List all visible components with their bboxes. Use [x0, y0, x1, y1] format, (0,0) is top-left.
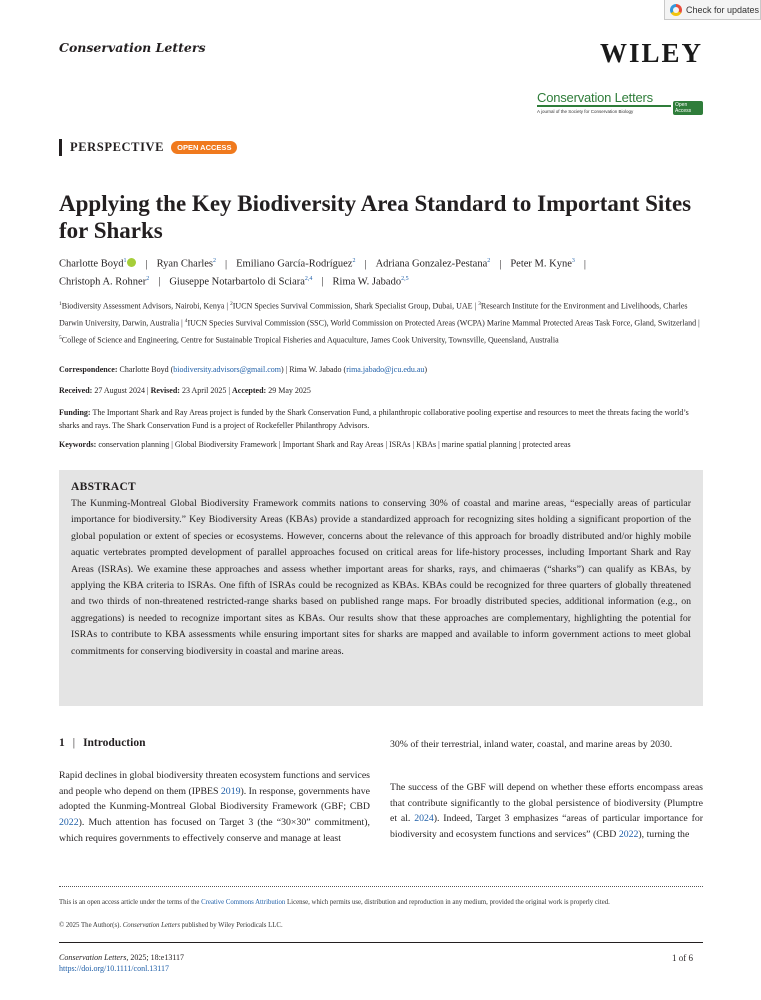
journal-logo-badge: Open Access [673, 101, 703, 115]
page-number: 1 of 6 [672, 953, 693, 963]
journal-logo-name: Conservation Letters [537, 90, 653, 105]
affil-sup: 1 [59, 301, 62, 307]
author-list [59, 254, 709, 289]
footer-citation [59, 953, 184, 962]
journal-logo-bar [537, 105, 671, 107]
check-for-updates-button[interactable] [664, 0, 761, 20]
funding-label: Funding: [59, 408, 91, 417]
author-separator: | [225, 258, 228, 270]
journal-logo-subtitle: A journal of the Society for Conservation Biology [537, 109, 634, 114]
author-separator: | [321, 276, 324, 287]
text-run: License, which permits use, distribution and reproduction in any medium, provided the original work is properly cited. [285, 899, 610, 906]
affil-sup: 3 [478, 301, 481, 307]
license-notice [59, 897, 709, 909]
abstract-box [59, 470, 703, 706]
author-affil-sup[interactable]: 2 [487, 258, 491, 264]
keyword: Global Biodiversity Framework [174, 440, 278, 449]
affiliation: Research Institute for the Environment and Livelihoods, Charles Darwin University, Darwin, Australia [59, 301, 688, 328]
check-updates-label: Check for updates [686, 4, 760, 15]
footer-volume: , 2025; 18:e13117 [126, 953, 185, 962]
section-separator: | [72, 737, 76, 749]
keyword: protected areas [522, 440, 571, 449]
text-run: ). In response, governments have adopted the Kunming-Montreal Global Biodiversity Framework (GBF; CBD [59, 785, 370, 813]
revised-date: 23 April 2025 [181, 386, 227, 395]
orcid-icon[interactable] [127, 258, 136, 267]
author-affil-sup[interactable]: 1 [123, 258, 127, 264]
affil-sup: 2 [230, 301, 233, 307]
correspondence-name: Charlotte Boyd [119, 365, 169, 374]
keyword: conservation planning [98, 440, 170, 449]
author-name[interactable]: Emiliano García-Rodríguez [236, 258, 353, 270]
article-type-rule [59, 139, 62, 156]
open-access-badge: OPEN ACCESS [171, 141, 237, 154]
author-name[interactable]: Rima W. Jabado [332, 276, 402, 287]
affiliation: College of Science and Engineering, Centre for Sustainable Tropical Fisheries and Aquaculture, James Cook University, Townsville, Queensland, Australia [61, 335, 559, 345]
license-link[interactable]: Creative Commons Attribution [201, 899, 286, 906]
text-run: ). Much attention has focused on Target 3 (the “30×30” commitment), which requires governments to effectively conserve and manage at least [59, 817, 370, 844]
publisher-logo: WILEY [600, 38, 704, 68]
author-separator: | [145, 258, 148, 270]
received-date: 27 August 2024 [94, 386, 145, 395]
text-run: ). Indeed, Target 3 emphasizes “areas of particular importance for biodiversity and ecosystem functions and services” (CBD [390, 813, 703, 841]
crossmark-icon [670, 4, 682, 16]
intro-paragraph-right [390, 780, 703, 843]
affil-sup: 5 [59, 335, 62, 342]
section-title: Introduction [83, 737, 146, 749]
affiliations: $^1$Biodiversity Assessment Advisors, Nairobi, Kenya | $^2$IUCN Species Survival Commission, Shark Specialist Group, Dubai, UAE | $^3$Research Institute for the Environment and Livelihoods, Charles Darwin University, Darwin, Australia | $^4$IUCN Species Survival Commission (SSC), World Commission on Protected Areas (WCPA) Marine Mammal Protected Areas Task Force, Gland, Switzerland | $^5$College of Science and Engineering, Centre for Sustainable Tropical Fisheries and Aquaculture, James Cook University, Townsville, Queensland, Australia [59, 301, 700, 345]
keyword: Important Shark and Ray Areas [282, 440, 384, 449]
author-affil-sup[interactable]: 2,4 [304, 275, 313, 282]
author-affil-sup[interactable]: 2 [352, 258, 356, 264]
author-name[interactable]: Giuseppe Notarbartolo di Sciara [169, 276, 305, 287]
funding-text: The Important Shark and Ray Areas project is funded by the Shark Conservation Fund, a philanthropic collaborative pooling expertise and resources to meet the threats facing the world’s sharks and rays. The Shark Conservation Fund is a project of Rockefeller Philanthropy Advisors. [59, 408, 689, 430]
keyword: ISRAs [389, 440, 411, 449]
correspondence: Correspondence: Charlotte Boyd (biodiversity.advisors@gmail.com) | Rima W. Jabado (rima.jabado@jcu.edu.au) [59, 365, 428, 374]
correspondence-label: Correspondence: [59, 365, 118, 374]
citation-link[interactable]: 2022 [59, 817, 79, 829]
author-name[interactable]: Charlotte Boyd [59, 258, 124, 270]
author-name[interactable]: Christoph A. Rohner [59, 276, 147, 287]
author-name[interactable]: Peter M. Kyne [510, 258, 572, 270]
citation-link[interactable]: 2024 [414, 813, 434, 825]
author-separator: | [583, 258, 586, 270]
author-affil-sup[interactable]: 3 [571, 258, 575, 264]
author-separator: | [158, 276, 161, 287]
accepted-label: Accepted: [232, 386, 267, 395]
text-run: © 2025 The Author(s). [59, 922, 123, 929]
author-separator: | [364, 258, 367, 270]
keyword: marine spatial planning [441, 440, 517, 449]
citation-link[interactable]: 2019 [220, 785, 241, 797]
author-name[interactable]: Ryan Charles [156, 258, 214, 270]
article-title: Applying the Key Biodiversity Area Standard to Important Sites for Sharks [59, 191, 692, 243]
doi-link[interactable]: https://doi.org/10.1111/conl.13117 [59, 964, 169, 973]
text-run: Rapid declines in global biodiversity threaten ecosystem functions and services and people who depend on them (IPBES [59, 770, 370, 797]
correspondence-name: Rima W. Jabado [289, 365, 342, 374]
affiliation: Biodiversity Assessment Advisors, Nairobi, Kenya [61, 301, 225, 311]
revised-label: Revised: [150, 386, 180, 395]
abstract-heading: ABSTRACT [71, 481, 137, 493]
keywords: Keywords: conservation planning | Global Biodiversity Framework | Important Shark and Ray Areas | ISRAs | KBAs | marine spatial planning | protected areas [59, 440, 571, 449]
correspondence-email-link[interactable]: biodiversity.advisors@gmail.com [173, 365, 282, 374]
footer-divider [59, 886, 703, 887]
author-affil-sup[interactable]: 2,5 [401, 275, 409, 282]
affiliation: IUCN Species Survival Commission (SSC), World Commission on Protected Areas (WCPA) Marine Mammal Protected Areas Task Force, Gland, Switzerland [187, 318, 697, 328]
journal-name-header: Conservation Letters [59, 40, 206, 55]
article-dates: Received: 27 August 2024 | Revised: 23 April 2025 | Accepted: 29 May 2025 [59, 386, 311, 395]
affil-sup: 4 [184, 318, 188, 325]
author-affil-sup[interactable]: 2 [213, 258, 217, 264]
author-separator: | [499, 258, 502, 270]
text-run: ), turning the [638, 829, 690, 841]
text-run: The success of the GBF will depend on whether these efforts encompass areas that contribute significantly to the global persistence of biodiversity (Plumptre et al. [390, 782, 703, 825]
affiliation: IUCN Species Survival Commission, Shark Specialist Group, Dubai, UAE [232, 301, 473, 311]
article-type-label: PERSPECTIVE [70, 140, 165, 154]
funding [59, 407, 709, 432]
footer-journal-name: Conservation Letters [59, 953, 127, 962]
section-number: 1 [59, 737, 65, 749]
text-run: This is an open access article under the terms of the [59, 899, 202, 906]
correspondence-email-link[interactable]: rima.jabado@jcu.edu.au [346, 365, 425, 374]
copyright-journal: Conservation Letters [122, 922, 180, 929]
keyword: KBAs [416, 440, 437, 449]
author-name[interactable]: Adriana Gonzalez-Pestana [375, 258, 488, 270]
article-type-row [59, 139, 237, 156]
author-affil-sup[interactable]: 2 [146, 275, 150, 282]
intro-paragraph-right-continued: 30% of their terrestrial, inland water, coastal, and marine areas by 2030. [390, 739, 673, 750]
journal-logo [537, 90, 703, 116]
keywords-label: Keywords: [59, 440, 97, 449]
abstract-text: The Kunming-Montreal Global Biodiversity Framework commits nations to conserving 30% of coastal and marine areas, “especially areas of particular importance for biodiversity.” Key Biodiversity Areas (KBAs) provide a standardized approach for recognizing sites holding a significant proportion of the global population or extent of species or ecosystems. However, concerns about the relevance of this approach for broadly distributed and/or highly mobile aquatic vertebrates prompted development of parallel approaches focused on critical areas for life-history processes, including Important Shark and Ray Areas (ISRAs). We examine these approaches and assess whether important areas for sharks, rays, and chimaeras (“sharks”) can qualify as KBAs, by applying the KBA criteria to ISRAs. One fifth of ISRAs could be recognized as KBAs. KBAs could be recognized for three quarters of globally threatened and two thirds of non-threatened restricted-range sharks based on published range maps. For broadly distributed species, additional information (e.g., on aggregations) is needed to recognize important sites as KBAs. Our results show that these approaches are complementary, highlighting the potential for ISRAs to contribute to KBA assessments while ensuring important sites for sharks are mapped and available to inform government actions to meet global commitments for conserving biodiversity in coastal and marine areas. [71, 498, 691, 657]
footer-rule [59, 942, 703, 943]
section-heading-introduction [59, 737, 145, 749]
intro-paragraph-left [59, 768, 370, 847]
text-run: published by Wiley Periodicals LLC. [179, 922, 283, 929]
received-label: Received: [59, 386, 93, 395]
copyright-notice [59, 922, 283, 929]
citation-link[interactable]: 2022 [618, 829, 639, 841]
accepted-date: 29 May 2025 [268, 386, 311, 395]
